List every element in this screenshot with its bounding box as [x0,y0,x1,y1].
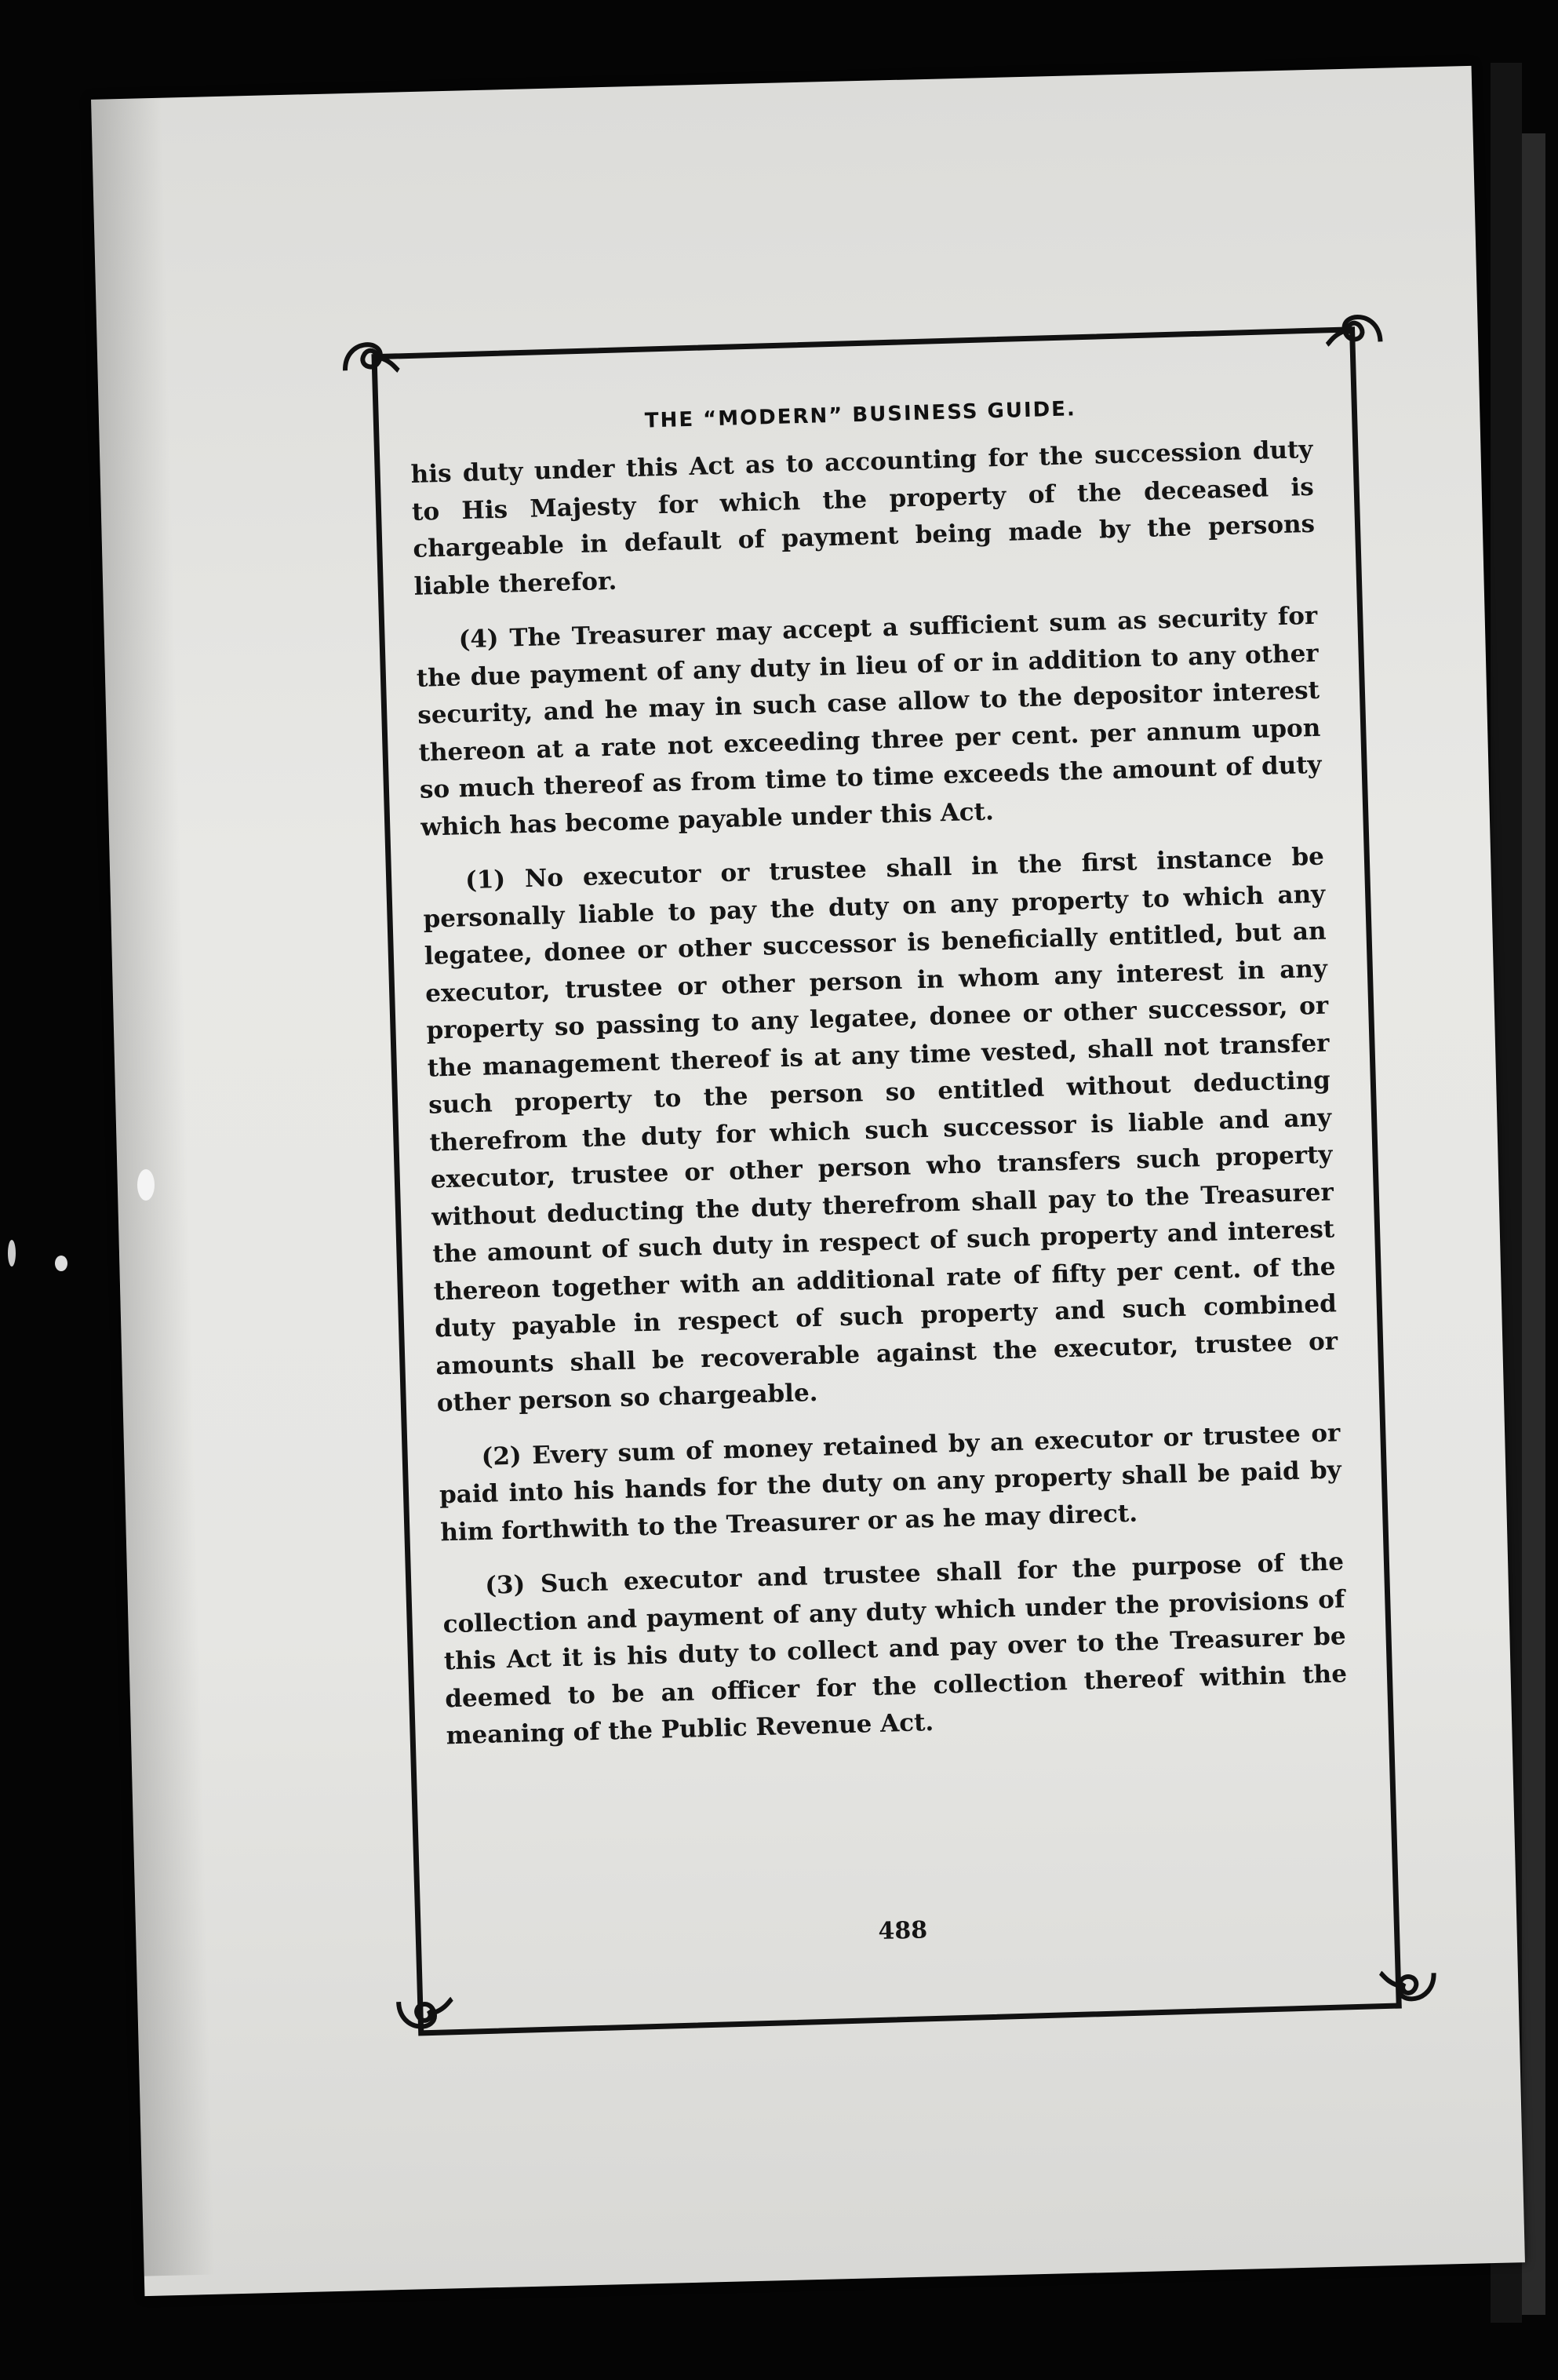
paragraph: (3) Such executor and trustee shall for the purpose of the collection and payment of any duty which under the provisions of this Act it is his duty to collect and pay over to the Treasurer be deemed to be an officer for the collection thereof within the meaning of the Public Revenue Act. [442,1547,1348,1751]
paragraph: his duty under this Act as to accounting for the succession duty to His Majesty for which the property of the deceased is chargeable in default of payment being made by the persons liable therefor. [410,435,1316,601]
page-number: 488 [878,1916,928,1946]
page-content [408,344,1363,2017]
running-head: THE “MODERN” BUSINESS GUIDE. [644,397,1077,433]
scroll-flourish-icon [336,322,400,386]
scan-speck [137,1169,155,1201]
body-text [410,432,1349,1773]
paragraph: (1) No executor or trustee shall in the first instance be personally liable to pay the duty on any property to which any legatee, donee or other successor is beneficially entitled, but an executor, trustee or other person in whom any interest in any property so passing to any legatee, donee or other successor, or the management thereof is at any time vested, shall not transfer such property to the person so entitled without deducting therefrom the duty for which such successor is liable and any executor, trustee or other person who transfers such property without deducting the duty therefrom shall pay to the Treasurer the amount of such duty in respect of such property and interest thereon together with an additional rate of fifty per cent. of the duty payable in respect of such property and such combined amounts shall be recoverable against the executor, trustee or other person so chargeable. [423,842,1338,1418]
scroll-flourish-icon [1324,294,1389,359]
scroll-flourish-icon [1378,1957,1443,2021]
paragraph: (4) The Treasurer may accept a sufficient sum as security for the due payment of any duty in lieu of or in addition to any other security, and he may in such case allow to the depositor interest thereon at a rate not exceeding three per cent. per annum upon so much thereof as from time to time exceeds the amount of duty which has become payable under this Act. [416,601,1323,842]
adjacent-page-edge-light [1522,133,1545,2315]
paragraph: (2) Every sum of money retained by an executor or trustee or paid into his hands for the duty on any property shall be paid by him forthwith to the Treasurer or as he may direct. [439,1418,1342,1547]
scroll-flourish-icon [391,1985,455,2049]
scan-speck [8,1240,16,1267]
scan-speck [55,1256,67,1271]
